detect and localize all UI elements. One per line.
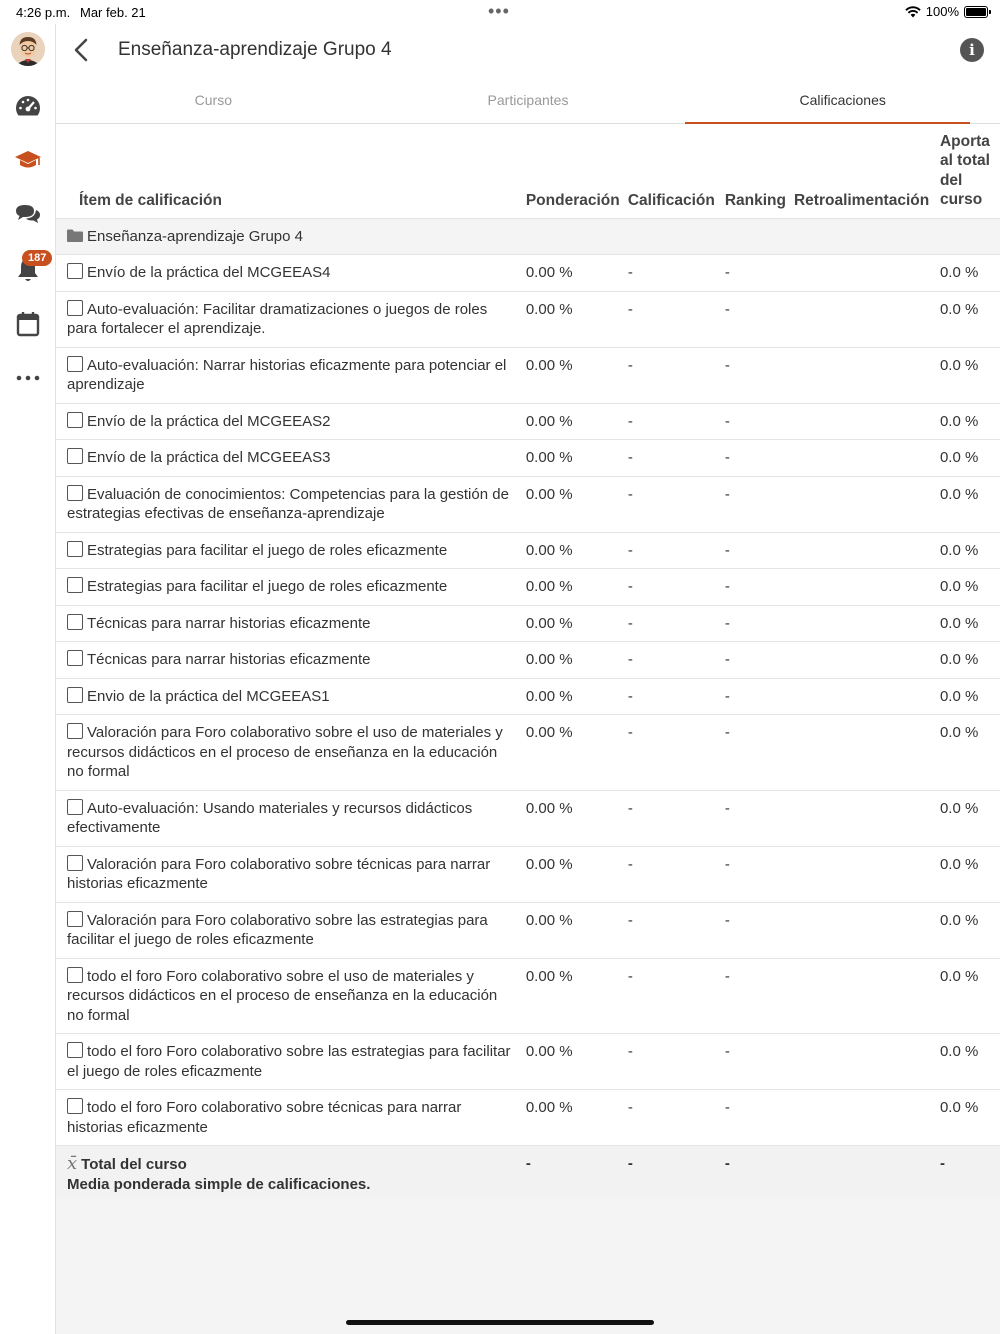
retroalimentacion-cell (790, 476, 936, 532)
grade-item-link[interactable]: Auto-evaluación: Narrar historias eficazmente para potenciar el aprendizaje (67, 356, 507, 393)
info-icon[interactable]: i (960, 38, 984, 62)
header-calificacion: Calificación (627, 191, 715, 209)
grade-item-link[interactable]: Estrategias para facilitar el juego de roles eficazmente (87, 578, 448, 595)
grade-item-cell (56, 1090, 522, 1146)
calificacion-cell: - (624, 715, 721, 791)
grade-item-icon (67, 855, 83, 871)
table-row (56, 790, 1000, 846)
retroalimentacion-cell (790, 1034, 936, 1090)
retroalimentacion-cell (790, 605, 936, 642)
multitask-dots-icon[interactable]: ••• (488, 1, 510, 21)
grade-item-cell (56, 347, 522, 403)
ranking-cell: - (721, 642, 790, 679)
notifications-badge: 187 (22, 250, 52, 266)
grade-item-icon (67, 687, 83, 703)
grade-item-icon (67, 412, 83, 428)
battery-percent: 100% (925, 4, 959, 19)
header-ranking: Ranking (724, 191, 786, 209)
home-indicator[interactable] (346, 1320, 654, 1325)
grade-item-cell (56, 476, 522, 532)
retroalimentacion-cell (790, 532, 936, 569)
back-chevron-icon[interactable] (70, 36, 94, 64)
tab-participantes[interactable]: Participantes (487, 92, 569, 108)
ranking-cell: - (721, 678, 790, 715)
grades-table-container (56, 124, 1000, 1202)
aporta-cell: 0.0 % (936, 846, 1000, 902)
calificacion-cell: - (624, 291, 721, 347)
sidebar (0, 24, 56, 1334)
retroalimentacion-cell (790, 846, 936, 902)
table-row (56, 255, 1000, 292)
grade-item-link[interactable]: todo el foro Foro colaborativo sobre las estrategias para facilitar el juego de roles eficazmente (67, 1043, 511, 1080)
header (56, 24, 1000, 76)
retroalimentacion-cell (790, 1090, 936, 1146)
mean-xbar-icon: x̄ (67, 1153, 78, 1174)
table-row (56, 902, 1000, 958)
grades-table (56, 124, 1000, 1202)
grade-item-cell (56, 403, 522, 440)
table-row (56, 958, 1000, 1034)
ponderacion-cell: 0.00 % (522, 605, 624, 642)
table-row (56, 715, 1000, 791)
aporta-cell: 0.0 % (936, 255, 1000, 292)
grade-item-icon (67, 448, 83, 464)
folder-icon (67, 229, 83, 242)
ranking-cell: - (721, 1090, 790, 1146)
retroalimentacion-cell (790, 569, 936, 606)
grade-item-icon (67, 485, 83, 501)
total-ranking: - (721, 1146, 790, 1203)
aporta-cell: 0.0 % (936, 678, 1000, 715)
table-row (56, 569, 1000, 606)
ranking-cell: - (721, 440, 790, 477)
retroalimentacion-cell (790, 790, 936, 846)
aporta-cell: 0.0 % (936, 642, 1000, 679)
grade-item-icon (67, 1042, 83, 1058)
grade-item-link[interactable]: Envío de la práctica del MCGEEAS2 (87, 412, 331, 430)
ponderacion-cell: 0.00 % (522, 403, 624, 440)
retroalimentacion-cell (790, 902, 936, 958)
grade-item-link[interactable]: todo el foro Foro colaborativo sobre el uso de materiales y recursos didácticos en el proceso de enseñanza en la educación no formal (67, 967, 498, 1024)
status-bar (0, 0, 1000, 24)
calificacion-cell: - (624, 403, 721, 440)
calificacion-cell: - (624, 347, 721, 403)
table-row (56, 291, 1000, 347)
messages-icon[interactable] (14, 200, 42, 228)
table-row (56, 476, 1000, 532)
table-row (56, 605, 1000, 642)
ponderacion-cell: 0.00 % (522, 678, 624, 715)
ponderacion-cell: 0.00 % (522, 1090, 624, 1146)
retroalimentacion-cell (790, 347, 936, 403)
grade-item-link[interactable]: Valoración para Foro colaborativo sobre las estrategias para facilitar el juego de roles eficazmente (67, 911, 488, 948)
header-ponderacion: Ponderación (525, 191, 620, 209)
aporta-cell: 0.0 % (936, 790, 1000, 846)
retroalimentacion-cell (790, 678, 936, 715)
table-row (56, 403, 1000, 440)
grade-item-cell (56, 902, 522, 958)
aporta-cell: 0.0 % (936, 605, 1000, 642)
total-row (56, 1146, 1000, 1203)
grade-item-link[interactable]: Auto-evaluación: Usando materiales y recursos didácticos efectivamente (67, 799, 473, 836)
ponderacion-cell: 0.00 % (522, 440, 624, 477)
grade-item-icon (67, 967, 83, 983)
table-row (56, 846, 1000, 902)
total-subtitle: Media ponderada simple de calificaciones. (67, 1175, 371, 1193)
ponderacion-cell: 0.00 % (522, 642, 624, 679)
grade-item-cell (56, 958, 522, 1034)
calificacion-cell: - (624, 790, 721, 846)
calificacion-cell: - (624, 532, 721, 569)
grade-item-cell (56, 1034, 522, 1090)
ponderacion-cell: 0.00 % (522, 476, 624, 532)
grade-item-link[interactable]: todo el foro Foro colaborativo sobre técnicas para narrar historias eficazmente (67, 1099, 462, 1136)
calificacion-cell: - (624, 642, 721, 679)
calificacion-cell: - (624, 569, 721, 606)
aporta-cell: 0.0 % (936, 569, 1000, 606)
ponderacion-cell: 0.00 % (522, 715, 624, 791)
tab-curso[interactable]: Curso (194, 92, 233, 108)
tab-bar (56, 76, 1000, 124)
aporta-cell: 0.0 % (936, 291, 1000, 347)
ranking-cell: - (721, 476, 790, 532)
grade-item-icon (67, 614, 83, 630)
calendar-icon[interactable] (14, 310, 42, 338)
ponderacion-cell: 0.00 % (522, 255, 624, 292)
table-row (56, 1090, 1000, 1146)
total-calificacion: - (624, 1146, 721, 1203)
header-retroalimentacion: Retroalimentación (793, 191, 930, 209)
grade-item-link[interactable]: Envío de la práctica del MCGEEAS3 (87, 449, 331, 466)
ranking-cell: - (721, 846, 790, 902)
ponderacion-cell: 0.00 % (522, 846, 624, 902)
ponderacion-cell: 0.00 % (522, 291, 624, 347)
retroalimentacion-cell (790, 255, 936, 292)
ranking-cell: - (721, 958, 790, 1034)
aporta-cell: 0.0 % (936, 440, 1000, 477)
empty-background (56, 1196, 1000, 1334)
grade-item-cell (56, 291, 522, 347)
calificacion-cell: - (624, 846, 721, 902)
grade-item-link[interactable]: Envío de la práctica del MCGEEAS4 (87, 264, 331, 281)
grade-item-icon (67, 577, 83, 593)
ranking-cell: - (721, 291, 790, 347)
retroalimentacion-cell (790, 291, 936, 347)
ranking-cell: - (721, 347, 790, 403)
calificacion-cell: - (624, 255, 721, 292)
ponderacion-cell: 0.00 % (522, 1034, 624, 1090)
ponderacion-cell: 0.00 % (522, 958, 624, 1034)
table-row (56, 440, 1000, 477)
table-header-row (56, 124, 1000, 218)
aporta-cell: 0.0 % (936, 958, 1000, 1034)
table-row (56, 532, 1000, 569)
ranking-cell: - (721, 255, 790, 292)
retroalimentacion-cell (790, 958, 936, 1034)
retroalimentacion-cell (790, 715, 936, 791)
grade-item-icon (67, 356, 83, 372)
courses-graduation-cap-icon[interactable] (14, 146, 42, 174)
aporta-cell: 0.0 % (936, 403, 1000, 440)
total-title: Total del curso (81, 1156, 187, 1173)
ranking-cell: - (721, 403, 790, 440)
retroalimentacion-cell (790, 403, 936, 440)
grade-item-icon (67, 541, 83, 557)
grade-item-cell (56, 440, 522, 477)
total-ponderacion: - (522, 1146, 624, 1203)
ranking-cell: - (721, 569, 790, 606)
grade-item-cell (56, 846, 522, 902)
ranking-cell: - (721, 715, 790, 791)
header-item: Ítem de calificación (79, 191, 222, 209)
page-title: Enseñanza-aprendizaje Grupo 4 (118, 39, 392, 60)
aporta-cell: 0.0 % (936, 476, 1000, 532)
calificacion-cell: - (624, 1090, 721, 1146)
grade-item-cell (56, 532, 522, 569)
grade-item-cell (56, 715, 522, 791)
ponderacion-cell: 0.00 % (522, 532, 624, 569)
more-icon[interactable] (14, 364, 42, 392)
grade-item-cell (56, 569, 522, 606)
aporta-cell: 0.0 % (936, 347, 1000, 403)
ranking-cell: - (721, 532, 790, 569)
dashboard-icon[interactable] (14, 92, 42, 120)
grade-item-icon (67, 300, 83, 316)
calificacion-cell: - (624, 476, 721, 532)
grade-item-cell (56, 605, 522, 642)
grade-item-icon (67, 650, 83, 666)
aporta-cell: 0.0 % (936, 532, 1000, 569)
table-row (56, 678, 1000, 715)
ranking-cell: - (721, 1034, 790, 1090)
calificacion-cell: - (624, 605, 721, 642)
table-row (56, 642, 1000, 679)
ponderacion-cell: 0.00 % (522, 790, 624, 846)
ponderacion-cell: 0.00 % (522, 569, 624, 606)
grade-item-cell (56, 642, 522, 679)
calificacion-cell: - (624, 1034, 721, 1090)
grade-item-icon (67, 1098, 83, 1114)
grade-item-link[interactable]: Estrategias para facilitar el juego de roles eficazmente (87, 541, 448, 559)
battery-icon (964, 6, 988, 18)
grade-item-link[interactable]: Valoración para Foro colaborativo sobre técnicas para narrar historias eficazmente (67, 855, 491, 892)
retroalimentacion-cell (790, 440, 936, 477)
grade-item-cell (56, 678, 522, 715)
grade-item-cell (56, 255, 522, 292)
total-retroalimentacion (790, 1146, 936, 1203)
aporta-cell: 0.0 % (936, 715, 1000, 791)
ponderacion-cell: 0.00 % (522, 902, 624, 958)
status-time: 4:26 p.m. (16, 5, 71, 20)
ranking-cell: - (721, 605, 790, 642)
ranking-cell: - (721, 902, 790, 958)
ranking-cell: - (721, 790, 790, 846)
aporta-cell: 0.0 % (936, 1090, 1000, 1146)
category-row (56, 218, 1000, 255)
aporta-cell: 0.0 % (936, 902, 1000, 958)
calificacion-cell: - (624, 958, 721, 1034)
calificacion-cell: - (624, 440, 721, 477)
grade-item-link[interactable]: Envio de la práctica del MCGEEAS1 (87, 687, 330, 705)
grade-item-link[interactable]: Auto-evaluación: Facilitar dramatizaciones o juegos de roles para fortalecer el aprendizaje. (67, 300, 488, 337)
grade-item-icon (67, 799, 83, 815)
retroalimentacion-cell (790, 642, 936, 679)
header-aporta: Aporta al total del curso (939, 132, 990, 208)
category-name: Enseñanza-aprendizaje Grupo 4 (87, 227, 303, 245)
grade-item-cell (56, 790, 522, 846)
calificacion-cell: - (624, 902, 721, 958)
avatar[interactable] (11, 32, 45, 66)
grade-item-link[interactable]: Técnicas para narrar historias eficazmente (87, 651, 371, 668)
ponderacion-cell: 0.00 % (522, 347, 624, 403)
total-aporta: - (936, 1146, 1000, 1203)
wifi-icon (905, 6, 921, 18)
grade-item-link[interactable]: Evaluación de conocimientos: Competencias para la gestión de estrategias efectivas de enseñanza-aprendizaje (67, 485, 509, 522)
table-row (56, 347, 1000, 403)
tab-calificaciones[interactable]: Calificaciones (685, 76, 1000, 123)
grade-item-link[interactable]: Valoración para Foro colaborativo sobre el uso de materiales y recursos didácticos en el proceso de enseñanza en la educación no formal (67, 724, 503, 780)
calificacion-cell: - (624, 678, 721, 715)
table-row (56, 1034, 1000, 1090)
grade-item-icon (67, 723, 83, 739)
grade-item-icon (67, 263, 83, 279)
aporta-cell: 0.0 % (936, 1034, 1000, 1090)
status-date: Mar feb. 21 (80, 5, 146, 20)
grade-item-link[interactable]: Técnicas para narrar historias eficazmente (87, 614, 371, 632)
grade-item-icon (67, 911, 83, 927)
